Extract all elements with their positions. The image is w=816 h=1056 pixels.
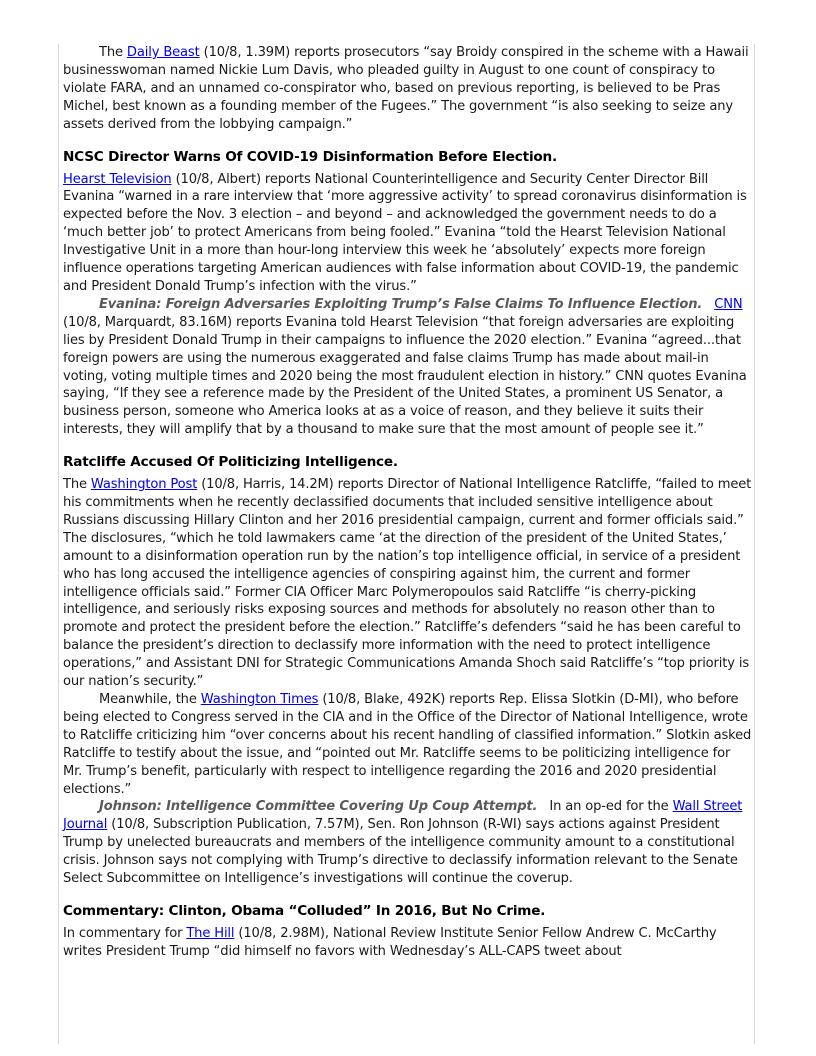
- source-link-wall-street-journal[interactable]: Wall Street Journal: [63, 799, 743, 833]
- article-paragraph: Evanina: Foreign Adversaries Exploiting Trump’s False Claims To Influence Election. CNN (10/8, Marquardt, 83.16M) reports Evanina told Hearst Television “that foreign adversaries are exploiting lies by President Donald Trump in their campaigns to influence the 2020 election.” Evanina “agreed...that foreign powers are using the numerous exaggerated and false claims Trump has made about mail-in voting, voting multiple times and 2020 being the most fraudulent election in history.” CNN quotes Evanina saying, “If they see a reference made by the President of the United States, a prominent US Senator, a business person, someone who America looks at as a voice of reason, and they believe it suits their interests, they will amplify that by a thousand to make sure that the most amount of people see it.”: [63, 296, 747, 438]
- source-link-the-hill[interactable]: The Hill: [186, 925, 235, 941]
- article-paragraph: Johnson: Intelligence Committee Covering Up Coup Attempt. In an op-ed for the Wall Street Journal (10/8, Subscription Publication, 7.57M), Sen. Ron Johnson (R-WI) says actions against President Trump by unelected bureaucrats and members of the intelligence community amount to a constitutional crisis. Johnson says not complying with Trump’s directive to declassify information relevant to the Senate Select Subcommittee on Intelligence’s investigations will continue the coverup.: [63, 799, 743, 887]
- source-link-daily-beast[interactable]: Daily Beast: [126, 45, 200, 60]
- article-headline: Commentary: Clinton, Obama “Colluded” In 2016, But No Crime.: [63, 902, 546, 919]
- article-subhead: Evanina: Foreign Adversaries Exploiting Trump’s False Claims To Influence Election.: [99, 296, 703, 312]
- article-paragraph: Hearst Television (10/8, Albert) reports National Counterintelligence and Security Center Director Bill Evanina “warned in a rare interview that ‘more aggressive activity’ to spread coronavirus disinformation is expected before the Nov. 3 election – and beyond – and acknowledged the government needs to do a ‘much better job’ to protect Americans from being fooled.” Evanina “told the Hearst Television National Investigative Unit in a more than hour-long interview this week he ‘absolutely’ expects more foreign influence operations targeting American audiences with false information about COVID-19, the pandemic and President Donald Trump’s infection with the virus.”: [63, 171, 747, 294]
- document-page: [58, 44, 755, 1044]
- article-paragraph: Meanwhile, the Washington Times (10/8, Blake, 492K) reports Rep. Elissa Slotkin (D-MI), who before being elected to Congress served in the CIA and in the Office of the Director of National Intelligence, wrote to Ratcliffe criticizing him “over concerns about his recent handling of classified information.” Slotkin asked Ratcliffe to testify about the issue, and “pointed out Mr. Ratcliffe seems to be politicizing intelligence for Mr. Trump’s benefit, particularly with respect to intelligence regarding the 2016 and 2020 presidential elections.”: [63, 692, 752, 797]
- article-headline: Ratcliffe Accused Of Politicizing Intelligence.: [63, 454, 398, 471]
- source-link-washington-post[interactable]: Washington Post: [90, 477, 198, 493]
- document-content: [63, 44, 753, 961]
- source-link-hearst-television[interactable]: Hearst Television: [63, 171, 172, 187]
- article-headline: NCSC Director Warns Of COVID-19 Disinformation Before Election.: [63, 148, 557, 165]
- article-subhead: Johnson: Intelligence Committee Covering Up Coup Attempt.: [99, 799, 538, 815]
- intro-paragraph: The Daily Beast (10/8, 1.39M) reports prosecutors “say Broidy conspired in the scheme with a Hawaii businesswoman named Nickie Lum Davis, who pleaded guilty in August to one count of conspiracy to violate FARA, and an unnamed co-conspirator who, based on previous reporting, is believed to be Pras Michel, best known as a founding member of the Fugees.” The government “is also seeking to seize any assets derived from the lobbying campaign.”: [63, 45, 749, 132]
- source-link-cnn[interactable]: CNN: [714, 296, 743, 312]
- article-paragraph: In commentary for The Hill (10/8, 2.98M), National Review Institute Senior Fellow Andrew C. McCarthy writes President Trump “did himself no favors with Wednesday’s ALL-CAPS tweet about: [63, 925, 717, 959]
- source-link-washington-times[interactable]: Washington Times: [200, 692, 319, 707]
- article-paragraph: The Washington Post (10/8, Harris, 14.2M) reports Director of National Intelligence Ratcliffe, “failed to meet his commitments when he recently declassified documents that included sensitive intelligence about Russians discussing Hillary Clinton and her 2016 presidential campaign, current and former officials said.” The disclosures, “which he told lawmakers came ‘at the direction of the president of the United States,’ amount to a disinformation operation run by the nation’s top intelligence official, in service of a president who has long accused the intelligence agencies of conspiring against him, the current and former intelligence officials said.” Former CIA Officer Marc Polymeropoulos said Ratcliffe “is cherry-picking intelligence, and seriously risks exposing sources and methods for absolutely no reason other than to promote and protect the president before the election.” Ratcliffe’s defenders “said he has been careful to balance the president’s direction to declassify more information with the need to protect intelligence operations,” and Assistant DNI for Strategic Communications Amanda Shoch said Ratcliffe’s “top priority is our nation’s security.”: [63, 477, 752, 690]
